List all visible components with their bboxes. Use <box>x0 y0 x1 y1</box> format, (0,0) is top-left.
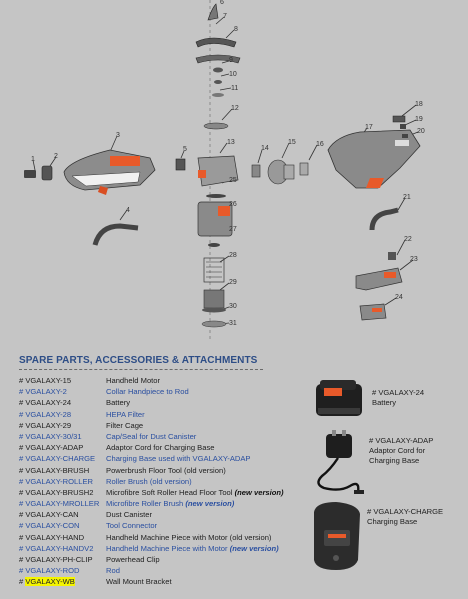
part-description-link[interactable]: Rod <box>106 566 120 576</box>
list-item <box>19 554 309 565</box>
callout-28: 28 <box>229 252 237 259</box>
part-description: Dust Canister <box>106 510 153 520</box>
list-item[interactable] <box>19 498 309 509</box>
battery-photo <box>312 376 368 422</box>
part-end-cap <box>24 166 52 180</box>
list-item[interactable] <box>19 543 309 554</box>
part-code: # VGALAXY-ADAP <box>19 443 84 453</box>
new-version-tag: (new version) <box>234 487 284 497</box>
adaptor-caption <box>369 436 449 466</box>
part-description-link[interactable]: Collar Handpiece to Rod <box>106 387 189 397</box>
part-code-link[interactable]: # VGALAXY-CHARGE <box>19 454 96 464</box>
part-code-link[interactable]: # VGALAXY-2 <box>19 387 67 397</box>
part-description-link[interactable]: Handheld Machine Piece with Motor <box>106 543 228 553</box>
part-description: Handheld Motor <box>106 376 161 385</box>
part-description: Wall Mount Bracket <box>106 577 172 587</box>
part-canister-stack <box>198 194 232 327</box>
list-item <box>19 509 309 520</box>
part-handle-bend <box>372 210 398 230</box>
callout-12: 12 <box>231 105 239 112</box>
part-code: # VGALAXY-BRUSH <box>19 465 90 475</box>
callout-6: 6 <box>220 0 224 6</box>
charging-base-caption <box>367 507 443 527</box>
callout-31: 31 <box>229 320 237 327</box>
list-item <box>19 397 309 408</box>
battery-code: # VGALAXY-24 <box>372 388 425 397</box>
battery-caption <box>372 388 424 408</box>
callout-30: 30 <box>229 303 237 310</box>
callout-7: 7 <box>223 13 227 20</box>
callout-20: 20 <box>417 128 425 135</box>
part-description: Powerhead Clip <box>106 555 160 564</box>
part-code-link[interactable]: # VGALAXY-ROD <box>19 566 80 576</box>
section-title: SPARE PARTS, ACCESSORIES & ATTACHMENTS <box>19 355 258 366</box>
new-version-tag: (new version) <box>229 543 279 553</box>
part-description: Powerbrush Floor Tool (old version) <box>106 465 226 475</box>
part-code: # VGALAXY-BRUSH2 <box>19 487 94 497</box>
callout-19: 19 <box>415 116 423 123</box>
part-code-prefix: # <box>19 577 26 587</box>
list-item <box>19 420 309 431</box>
part-description: Handheld Machine Piece with Motor (old version) <box>106 532 272 542</box>
callout-26: 26 <box>229 201 237 208</box>
part-code-highlighted: VGALAXY-WB <box>25 577 75 587</box>
part-description: Adaptor Cord for Charging Base <box>106 443 215 453</box>
callout-24: 24 <box>395 294 403 301</box>
part-motor-pieces <box>252 160 308 184</box>
charging-base-photo <box>306 500 368 572</box>
part-code: # VGALAXY-15 <box>19 376 72 385</box>
part-description: Battery <box>106 398 131 408</box>
list-item[interactable] <box>19 453 309 464</box>
part-description-group[interactable] <box>106 498 234 509</box>
part-tube-bend <box>95 226 138 245</box>
adaptor-code: # VGALAXY-ADAP <box>369 436 434 445</box>
part-description-link[interactable]: Cap/Seal for Dust Canister <box>106 431 197 441</box>
section-divider <box>19 369 263 370</box>
part-code-group <box>19 576 75 587</box>
part-code-link[interactable]: # VGALAXY-MROLLER <box>19 499 100 509</box>
part-code: # VGALAXY-29 <box>19 420 72 430</box>
list-item <box>19 375 309 386</box>
callout-18: 18 <box>415 101 423 108</box>
callout-4: 4 <box>126 207 130 214</box>
callout-9: 9 <box>229 57 233 64</box>
callout-5: 5 <box>183 146 187 153</box>
charging-base-label: Charging Base <box>367 517 418 526</box>
part-code: # VGALAXY-CAN <box>19 510 79 520</box>
callout-1: 1 <box>31 156 35 163</box>
part-code-link[interactable]: # VGALAXY-ROLLER <box>19 476 94 486</box>
part-description: Microfibre Soft Roller Head Floor Tool <box>106 487 233 497</box>
list-item[interactable] <box>19 431 309 442</box>
callout-16: 16 <box>316 141 324 148</box>
part-handheld-body <box>328 130 420 188</box>
part-description-group[interactable] <box>106 543 279 554</box>
list-item[interactable] <box>19 476 309 487</box>
part-description-link[interactable]: Charging Base used with VGALAXY-ADAP <box>106 454 251 464</box>
charging-base-code: # VGALAXY-CHARGE <box>367 507 444 516</box>
part-code: # VGALAXY-PH-CLIP <box>19 555 93 564</box>
callout-2: 2 <box>54 153 58 160</box>
list-item <box>19 576 309 587</box>
callout-15: 15 <box>288 139 296 146</box>
part-description-group <box>106 487 284 498</box>
list-item[interactable] <box>19 409 309 420</box>
part-description-link[interactable]: Roller Brush (old version) <box>106 476 192 486</box>
part-code-link[interactable]: # VGALAXY-30/31 <box>19 431 82 441</box>
adaptor-photo <box>310 430 368 500</box>
callout-13: 13 <box>227 139 235 146</box>
callout-22: 22 <box>404 236 412 243</box>
list-item <box>19 487 309 498</box>
list-item[interactable] <box>19 520 309 531</box>
list-item <box>19 442 309 453</box>
part-floor-brush-head <box>64 150 155 195</box>
callout-17: 17 <box>365 124 373 131</box>
callout-25: 25 <box>229 177 237 184</box>
part-code-link[interactable]: # VGALAXY-CON <box>19 521 80 531</box>
part-description-link[interactable]: Microfibre Roller Brush <box>106 499 184 509</box>
callout-11: 11 <box>231 85 239 92</box>
battery-label: Battery <box>372 398 397 407</box>
part-bracket <box>356 268 402 290</box>
part-code-link[interactable]: # VGALAXY-28 <box>19 409 72 419</box>
part-code-link[interactable]: # VGALAXY-HANDV2 <box>19 543 94 553</box>
list-item <box>19 465 309 476</box>
list-item[interactable] <box>19 565 309 576</box>
callout-8: 8 <box>234 26 238 33</box>
list-item <box>19 532 309 543</box>
part-clip <box>176 159 185 170</box>
part-code: # VGALAXY-HAND <box>19 532 85 542</box>
part-description-link[interactable]: HEPA Filter <box>106 409 145 419</box>
part-description: Filter Cage <box>106 420 144 430</box>
callout-29: 29 <box>229 279 237 286</box>
parts-list <box>19 375 309 588</box>
callout-14: 14 <box>261 145 269 152</box>
part-code: # VGALAXY-24 <box>19 398 72 408</box>
callout-10: 10 <box>229 71 237 78</box>
new-version-tag: (new version) <box>185 499 235 509</box>
callout-27: 27 <box>229 226 237 233</box>
callout-21: 21 <box>403 194 411 201</box>
list-item[interactable] <box>19 386 309 397</box>
part-description-link[interactable]: Tool Connector <box>106 521 158 531</box>
callout-3: 3 <box>116 132 120 139</box>
callout-23: 23 <box>410 256 418 263</box>
adaptor-label: Adaptor Cord for Charging Base <box>369 446 426 465</box>
